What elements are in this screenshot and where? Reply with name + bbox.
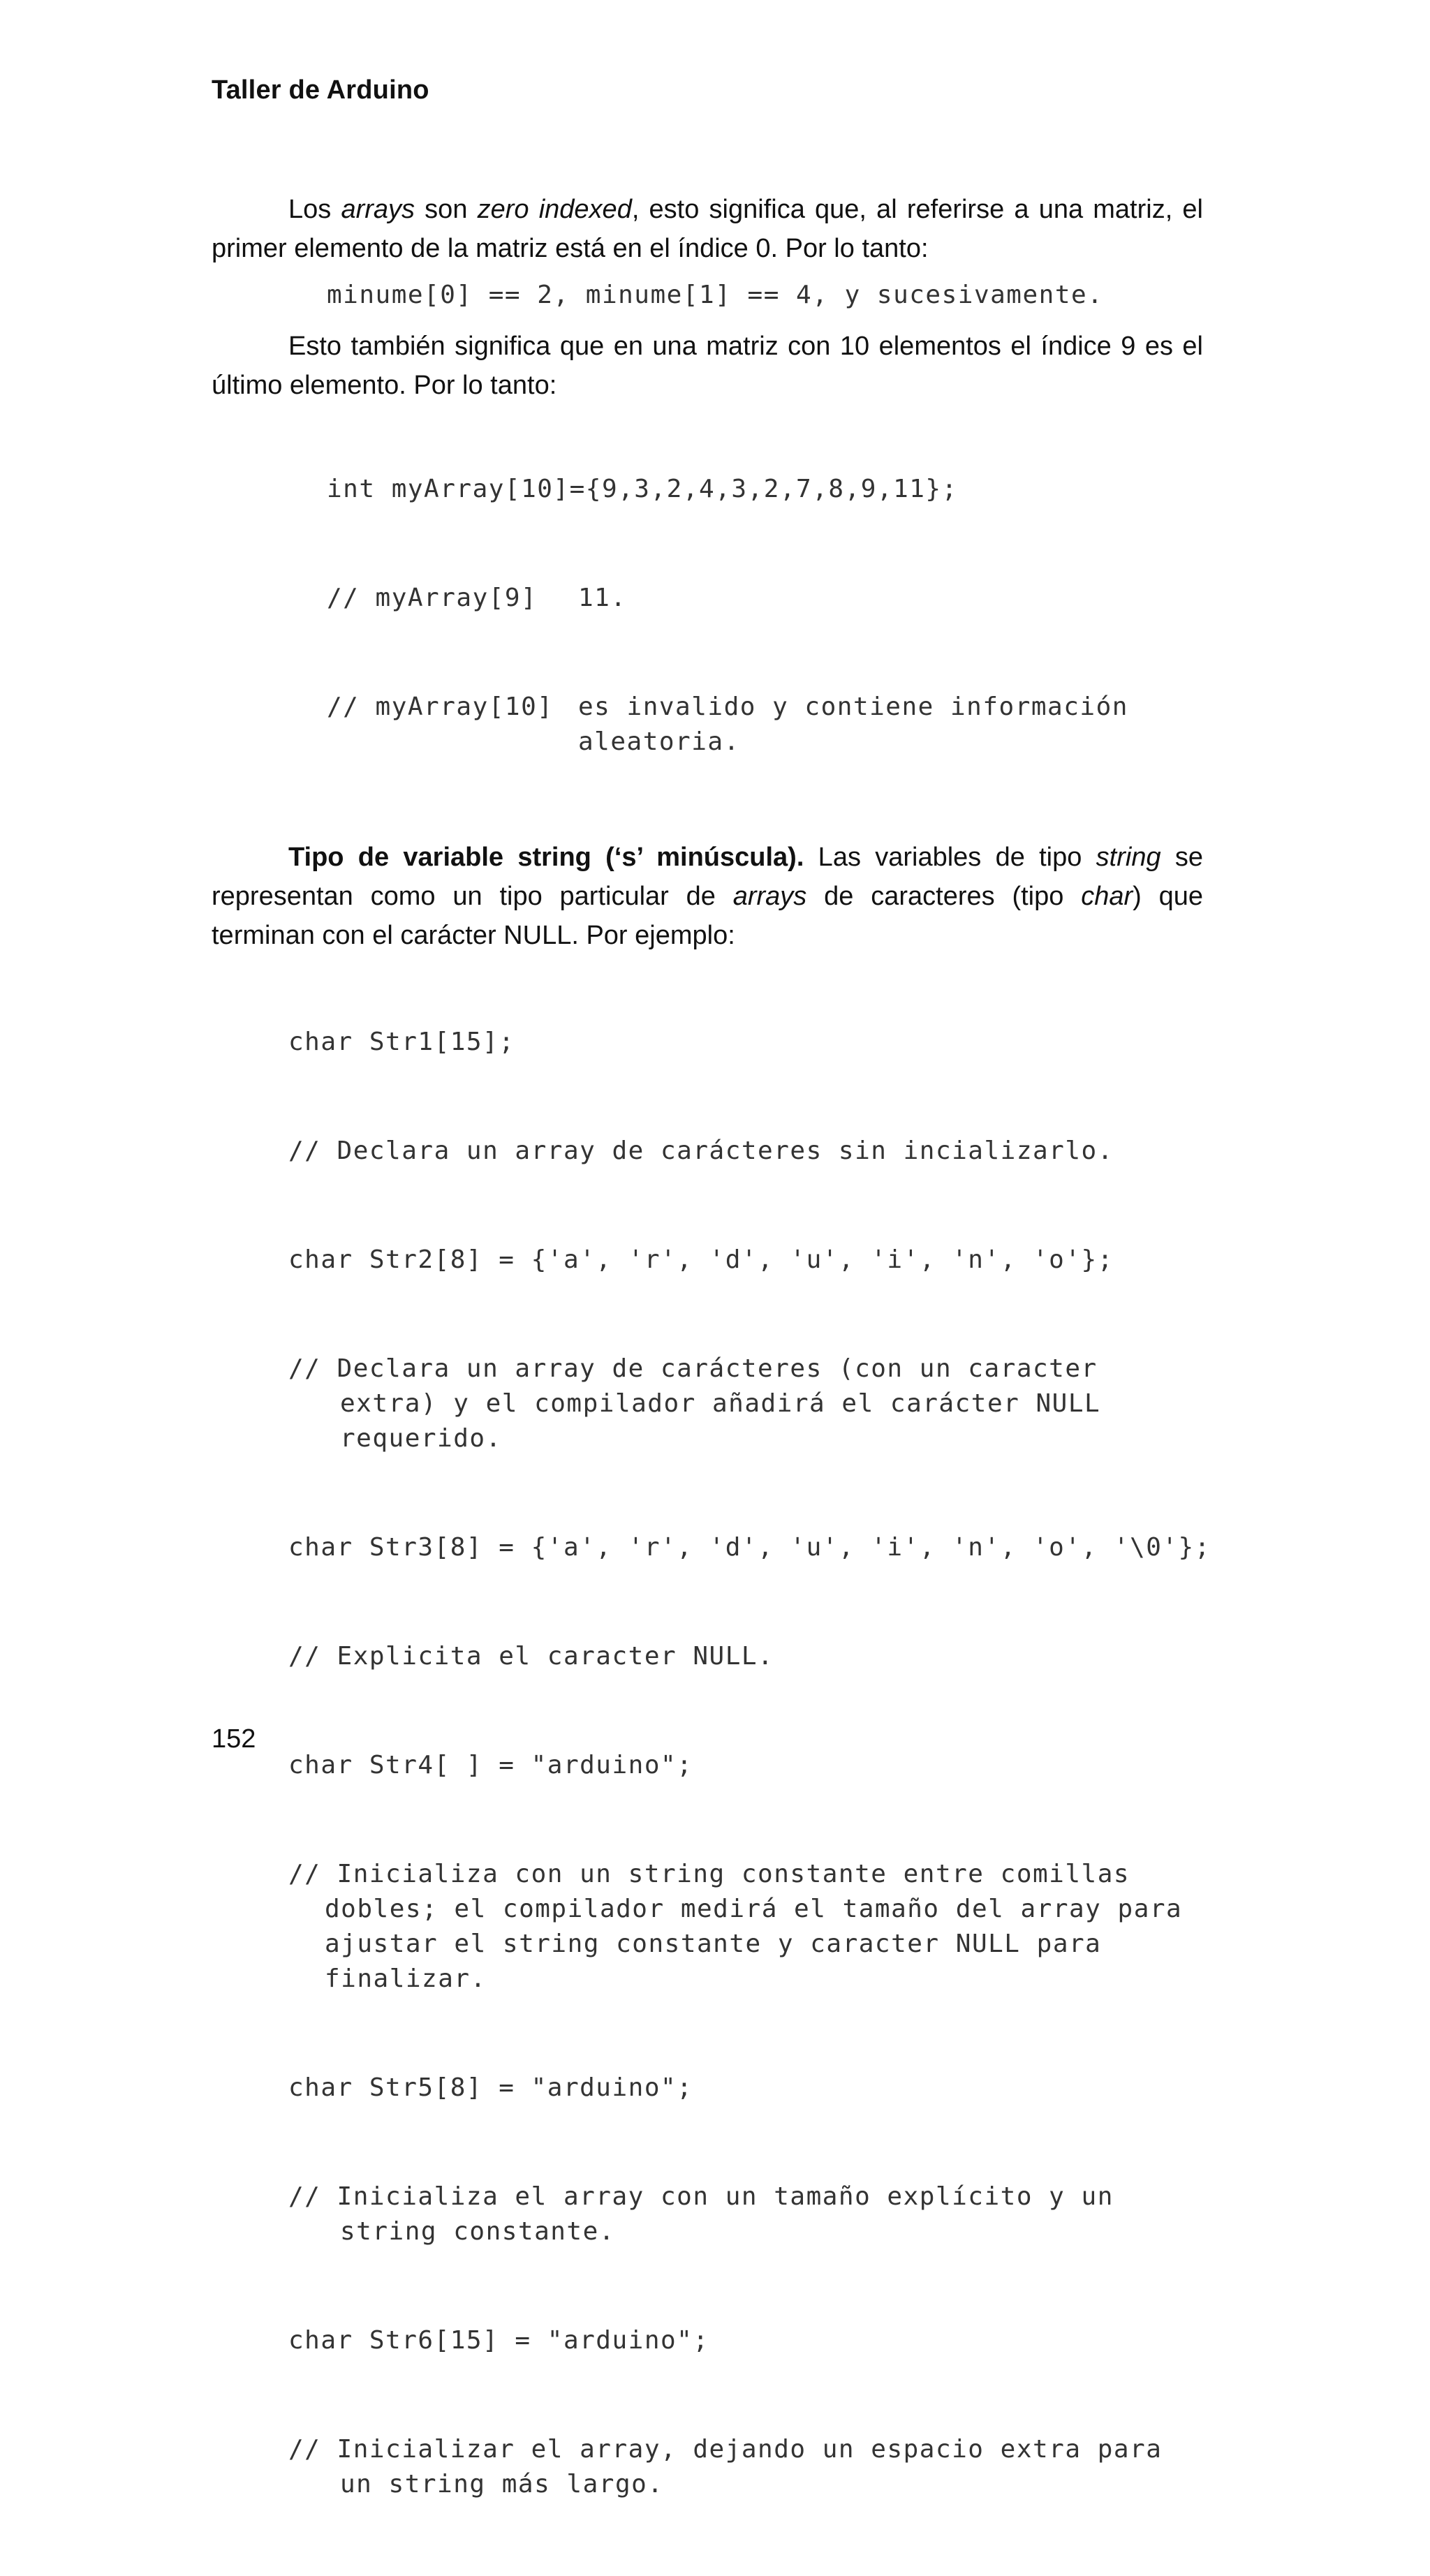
code-line: // Inicializar el array, dejando un espacio extra para xyxy=(288,2435,1163,2464)
text-run: son xyxy=(415,195,478,224)
code-line: // Declara un array de carácteres (con un caracter xyxy=(288,1354,1098,1383)
code-line xyxy=(327,581,1203,616)
code-example-minume: minume[0] == 2, minume[1] == 4, y sucesivamente. xyxy=(327,281,1104,309)
code-note xyxy=(578,690,1128,760)
code-value: 11. xyxy=(578,584,627,612)
code-line: dobles; el compilador medirá el tamaño del array para xyxy=(325,1895,1183,1923)
code-line: string constante. xyxy=(340,2217,615,2246)
italic-term-string: string xyxy=(1096,843,1161,872)
code-comment-block xyxy=(288,1352,1203,1456)
code-line: // Inicializa el array con un tamaño explícito y un xyxy=(288,2182,1114,2211)
italic-term-zero-indexed: zero indexed xyxy=(477,195,632,224)
code-line: ajustar el string constante y caracter NULL para xyxy=(325,1930,1102,1958)
code-line: char Str6[15] = "arduino"; xyxy=(288,2326,709,2355)
text-run: Los xyxy=(288,195,341,224)
code-comment: // myArray[9] xyxy=(327,584,538,612)
code-comment: // myArray[10] xyxy=(327,693,554,721)
page-number: 152 xyxy=(212,1724,256,1754)
code-line: char Str3[8] = {'a', 'r', 'd', 'u', 'i', 'n', 'o', '\0'}; xyxy=(288,1533,1211,1562)
code-line: // Explicita el caracter NULL. xyxy=(288,1642,774,1671)
code-note-line: aleatoria. xyxy=(578,727,740,756)
page-header-title: Taller de Arduino xyxy=(212,75,429,105)
code-line xyxy=(327,690,1203,760)
code-comment-block xyxy=(288,1857,1203,1997)
code-comment-block xyxy=(288,2179,1203,2249)
page-content xyxy=(212,190,1211,2576)
code-line: requerido. xyxy=(340,1424,502,1453)
code-block-strings xyxy=(288,968,1211,2576)
paragraph-last-element: Esto también significa que en una matriz con 10 elementos el índice 9 es el último elemento. Por lo tanto: xyxy=(212,332,1203,400)
code-line: char Str4[ ] = "arduino"; xyxy=(288,1751,693,1779)
text-run: , esto significa que, al referirse a una matriz, el primer elemento de la matriz está en el índice 0. Por lo tanto: xyxy=(212,195,1203,263)
text-run: Las variables de tipo xyxy=(804,843,1096,872)
paragraph-zero-indexed xyxy=(212,190,1203,268)
code-line: un string más largo. xyxy=(340,2470,664,2499)
code-line: char Str1[15]; xyxy=(288,1028,515,1056)
italic-term-arrays: arrays xyxy=(732,882,807,911)
code-line: int myArray[10]={9,3,2,4,3,2,7,8,9,11}; xyxy=(327,475,958,503)
text-run: ) que terminan con el carácter NULL. Por ejemplo: xyxy=(212,882,1203,950)
code-line: char Str2[8] = {'a', 'r', 'd', 'u', 'i', 'n', 'o'}; xyxy=(288,1245,1114,1274)
italic-term-arrays: arrays xyxy=(341,195,415,224)
code-line: // Declara un array de carácteres sin incializarlo. xyxy=(288,1137,1114,1165)
text-run: se representan como un tipo particular de xyxy=(212,843,1204,911)
italic-term-char: char xyxy=(1081,882,1133,911)
code-line: finalizar. xyxy=(325,1964,487,1993)
code-block-myarray xyxy=(327,415,1203,834)
code-note-line: es invalido y contiene información xyxy=(578,693,1128,721)
code-comment-block xyxy=(288,2432,1203,2502)
text-run: de caracteres (tipo xyxy=(806,882,1082,911)
code-line: char Str5[8] = "arduino"; xyxy=(288,2073,693,2102)
code-line: extra) y el compilador añadirá el carácter NULL xyxy=(340,1389,1101,1418)
bold-heading-string-type: Tipo de variable string (‘s’ minúscula). xyxy=(288,843,804,872)
code-line: // Inicializa con un string constante entre comillas xyxy=(288,1860,1130,1888)
paragraph-string-type xyxy=(212,838,1203,955)
